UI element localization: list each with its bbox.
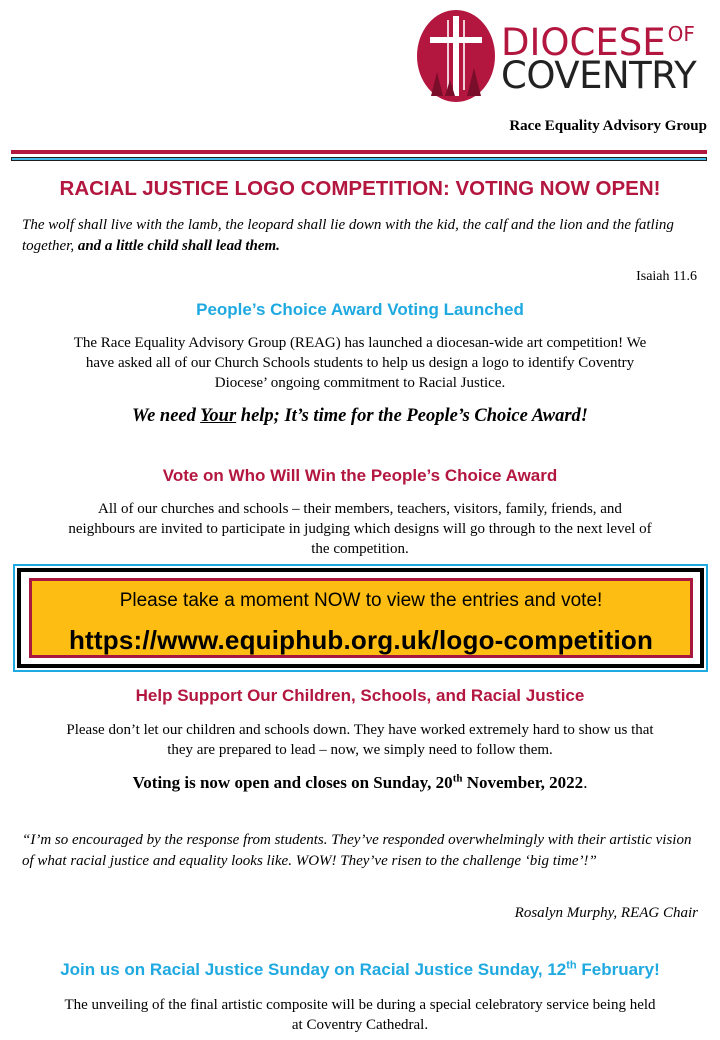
cta-message: Please take a moment NOW to view the entries and vote!: [119, 590, 603, 611]
section4-body-line1: The unveiling of the final artistic composite will be during a special celebratory service being held: [64, 997, 656, 1013]
brand-title-line2: COVENTRY: [501, 54, 697, 97]
diocese-logo: [417, 8, 707, 108]
section3-body-line1: Please don’t let our children and schools down. They have worked extremely hard to show us that: [66, 722, 654, 738]
cross-icon: [417, 10, 495, 102]
voting-deadline: Voting is now open and closes on Sunday, 20th November, 2022.: [132, 772, 588, 792]
section3-body-line2: they are prepared to lead – now, we simply need to follow them.: [167, 742, 553, 758]
section2-body-line1: All of our churches and schools – their members, teachers, visitors, family, friends, and: [98, 501, 622, 517]
bible-verse: [22, 215, 702, 257]
brand-title-line1: DIOCESE $^{OF}$: [501, 21, 695, 64]
section4-body-line2: at Coventry Cathedral.: [291, 1017, 429, 1033]
verse-text: The wolf shall live with the lamb, the leopard shall lie down with the kid, the calf and the lion and the fatling together,: [22, 217, 674, 254]
brand-of: OF: [667, 22, 695, 46]
section1-body-line3: Diocese’ ongoing commitment to Racial Justice.: [214, 375, 506, 391]
section-heading-support: Help Support Our Children, Schools, and Racial Justice: [135, 686, 585, 705]
section2-body-line3: the competition.: [311, 541, 409, 557]
group-name: Race Equality Advisory Group: [509, 118, 707, 134]
header-rule-blue: [11, 157, 707, 161]
section-heading-voting-launched: People’s Choice Award Voting Launched: [196, 300, 524, 319]
your-emphasis: Your: [200, 406, 237, 426]
section2-body-line2: neighbours are invited to participate in judging which designs will go through to the next level of: [68, 521, 652, 537]
header-rule-red: [11, 150, 707, 154]
help-callout: We need Your help; It’s time for the People’s Choice Award!: [132, 406, 588, 426]
verse-emphasis: and a little child shall lead them.: [77, 238, 280, 254]
quote-attribution: Rosalyn Murphy, REAG Chair: [514, 905, 698, 921]
section-heading-racial-justice-sunday: Join us on Racial Justice Sunday on Racial Justice Sunday, 12th February!: [60, 959, 660, 979]
verse-citation: Isaiah 11.6: [636, 269, 697, 284]
chair-quote: “I’m so encouraged by the response from students. They’ve responded overwhelmingly with their artistic vision of what racial justice and equality looks like. WOW! They’ve risen to the challenge ‘big time’!”: [22, 832, 692, 869]
section1-body-line2: have asked all of our Church Schools students to help us design a logo to identify Coventry: [85, 355, 635, 371]
section1-body-line1: The Race Equality Advisory Group (REAG) has launched a diocesan-wide art competition! We: [73, 335, 647, 351]
section-heading-vote: Vote on Who Will Win the People’s Choice Award: [162, 466, 558, 485]
competition-link[interactable]: https://www.equiphub.org.uk/logo-competition: [68, 625, 654, 655]
page-title: RACIAL JUSTICE LOGO COMPETITION: VOTING NOW OPEN!: [59, 177, 661, 200]
